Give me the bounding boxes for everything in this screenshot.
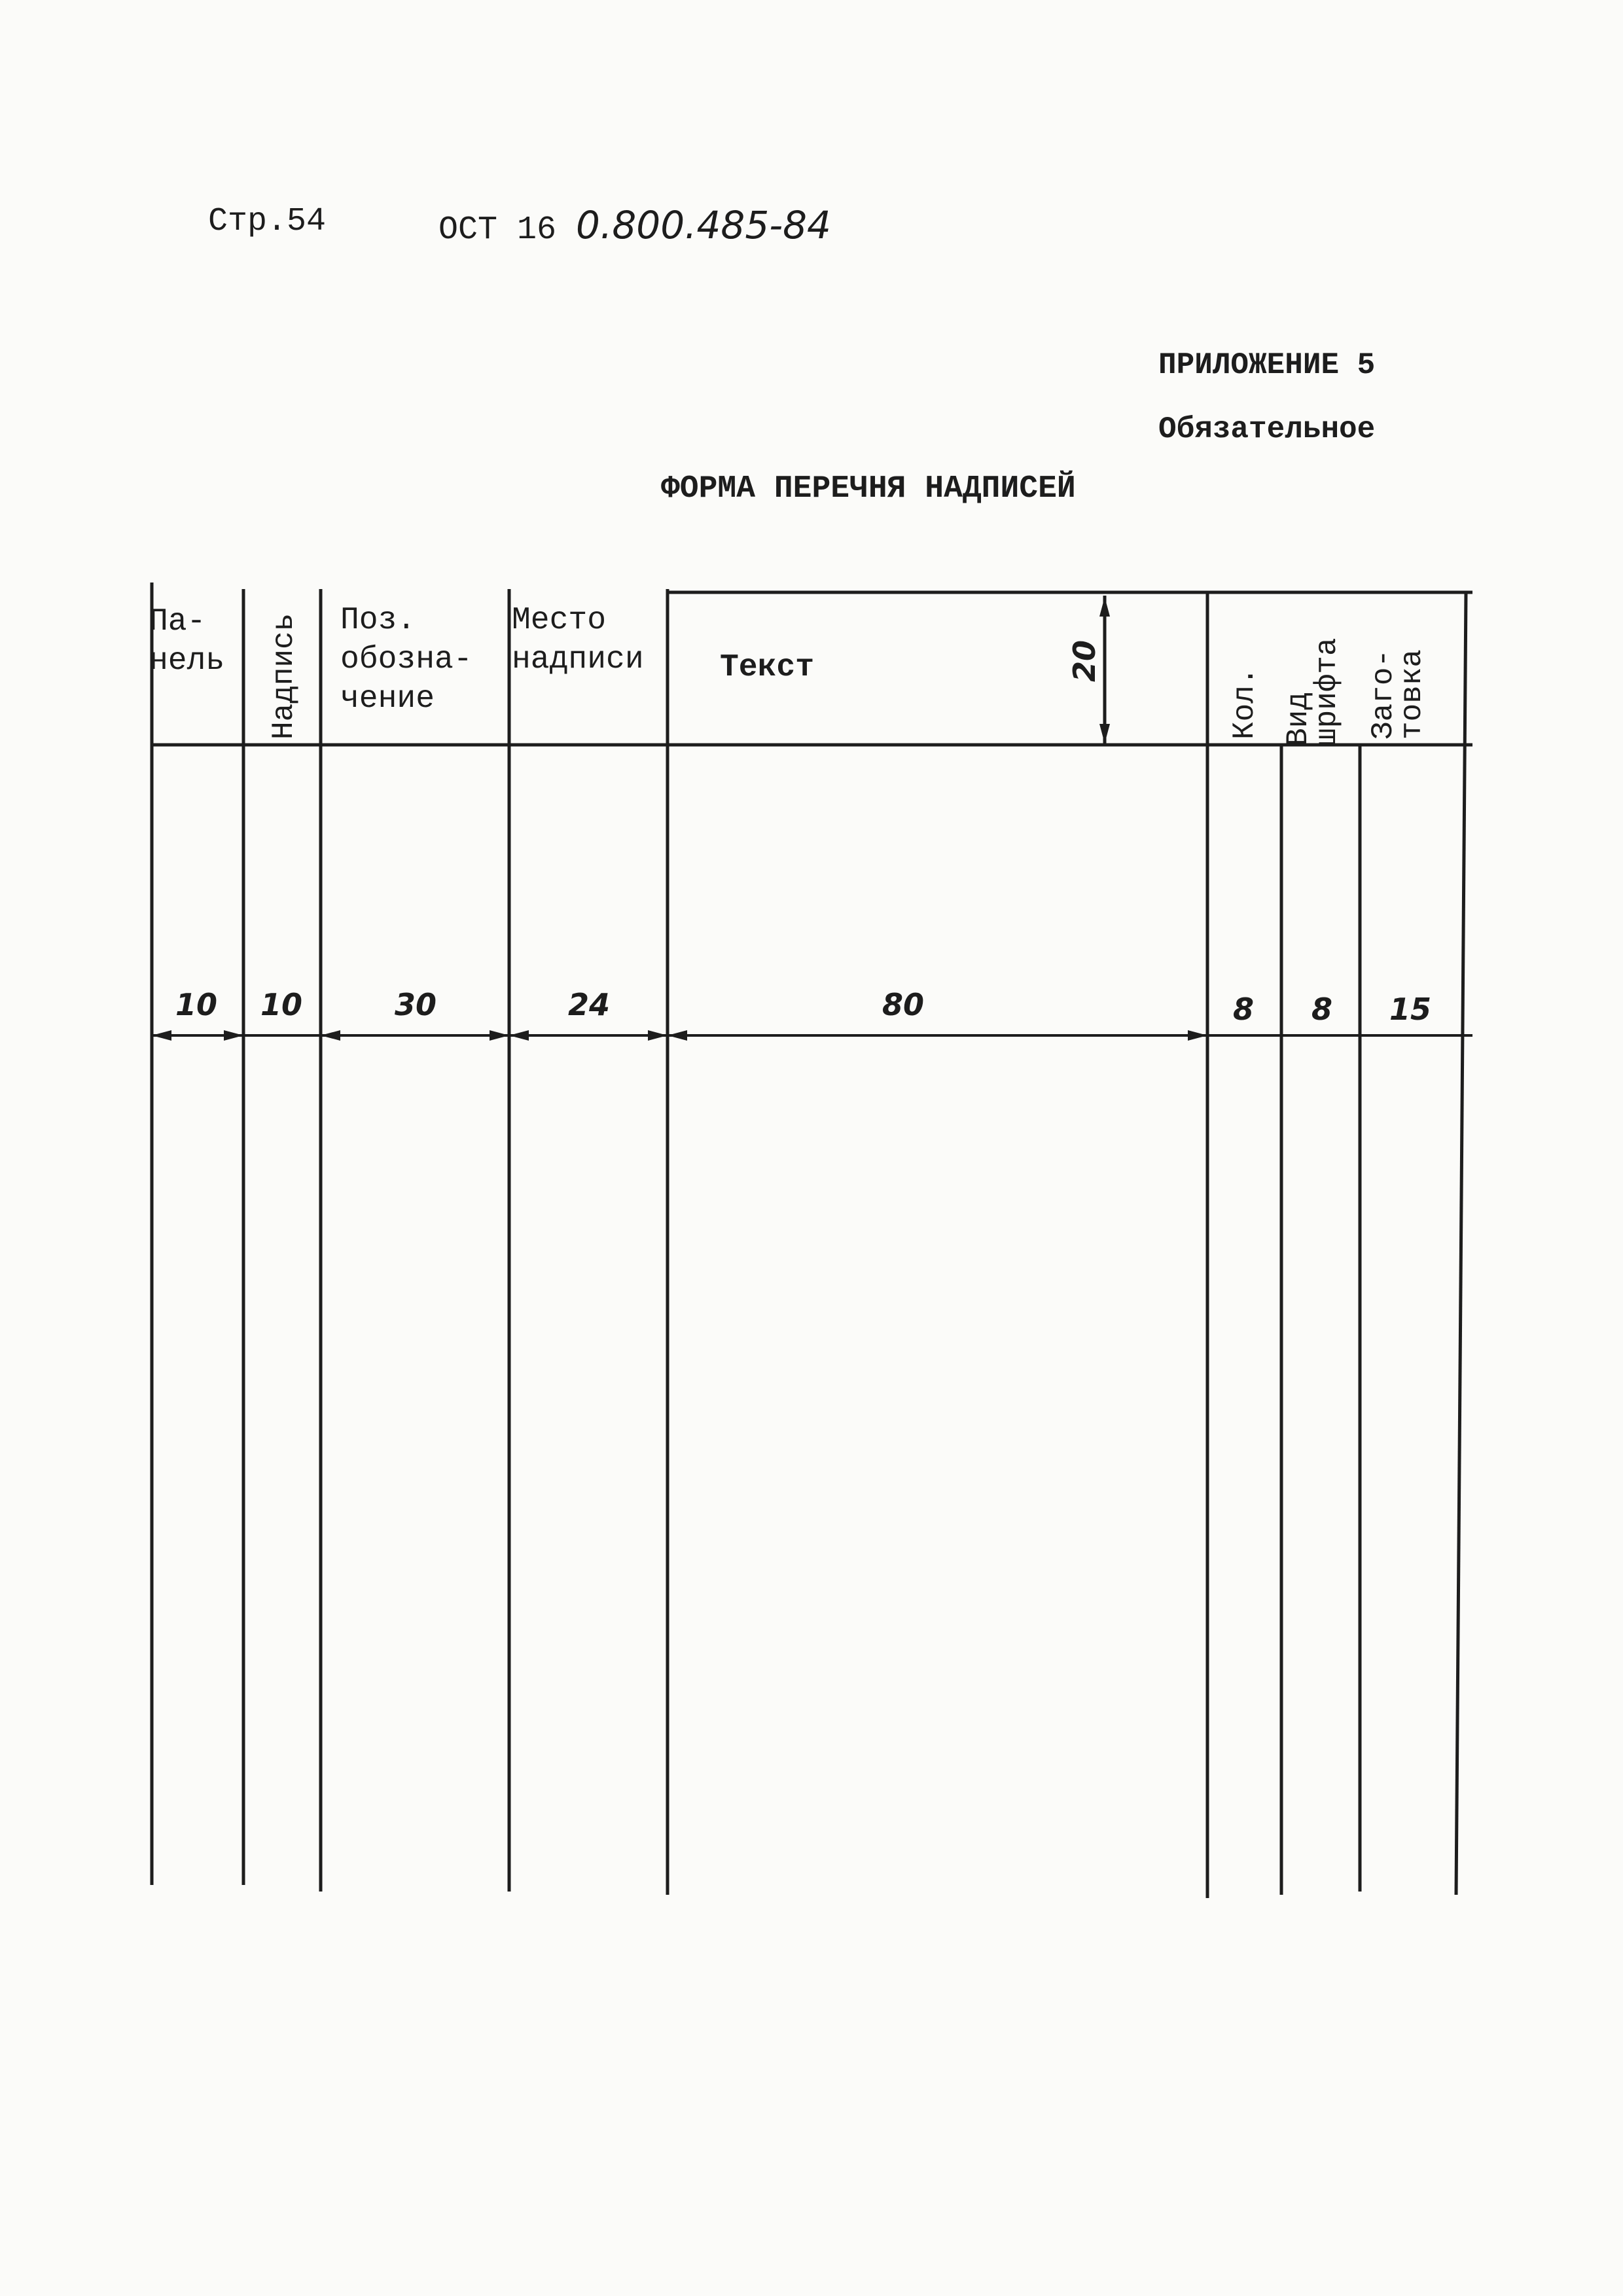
- width-dim-position: 30: [394, 987, 437, 1022]
- page-number: Стр.54: [208, 203, 327, 240]
- width-dim-text: 80: [882, 987, 924, 1022]
- width-dim-inscription: 10: [260, 987, 302, 1022]
- col-header-inscription: Надпись: [267, 613, 301, 740]
- col-header-text: Текст: [720, 650, 815, 685]
- col-header-panel: Па- нель: [149, 604, 225, 679]
- width-dim-quantity: 8: [1232, 992, 1254, 1027]
- width-dim-font-type: 8: [1311, 992, 1332, 1027]
- col-header-font-type: Вид шрифта: [1281, 637, 1344, 746]
- width-dim-panel: 10: [175, 987, 217, 1022]
- col-header-quantity: Кол.: [1228, 667, 1262, 740]
- appendix-status: Обязательное: [1158, 412, 1376, 446]
- col-header-blank: Заго- товка: [1366, 649, 1429, 740]
- standard-prefix: ОСТ 16: [438, 211, 557, 249]
- width-dim-location: 24: [567, 987, 610, 1022]
- appendix-title: ПРИЛОЖЕНИЕ 5: [1158, 348, 1376, 382]
- form-title: ФОРМА ПЕРЕЧНЯ НАДПИСЕЙ: [661, 471, 1076, 507]
- width-dim-blank: 15: [1389, 992, 1431, 1027]
- header-height-dim: 20: [1067, 640, 1102, 683]
- col-header-location: Место надписи: [512, 603, 644, 677]
- standard-number: 0.800.485-84: [576, 203, 831, 247]
- col-header-position: Поз. обозна- чение: [340, 603, 473, 717]
